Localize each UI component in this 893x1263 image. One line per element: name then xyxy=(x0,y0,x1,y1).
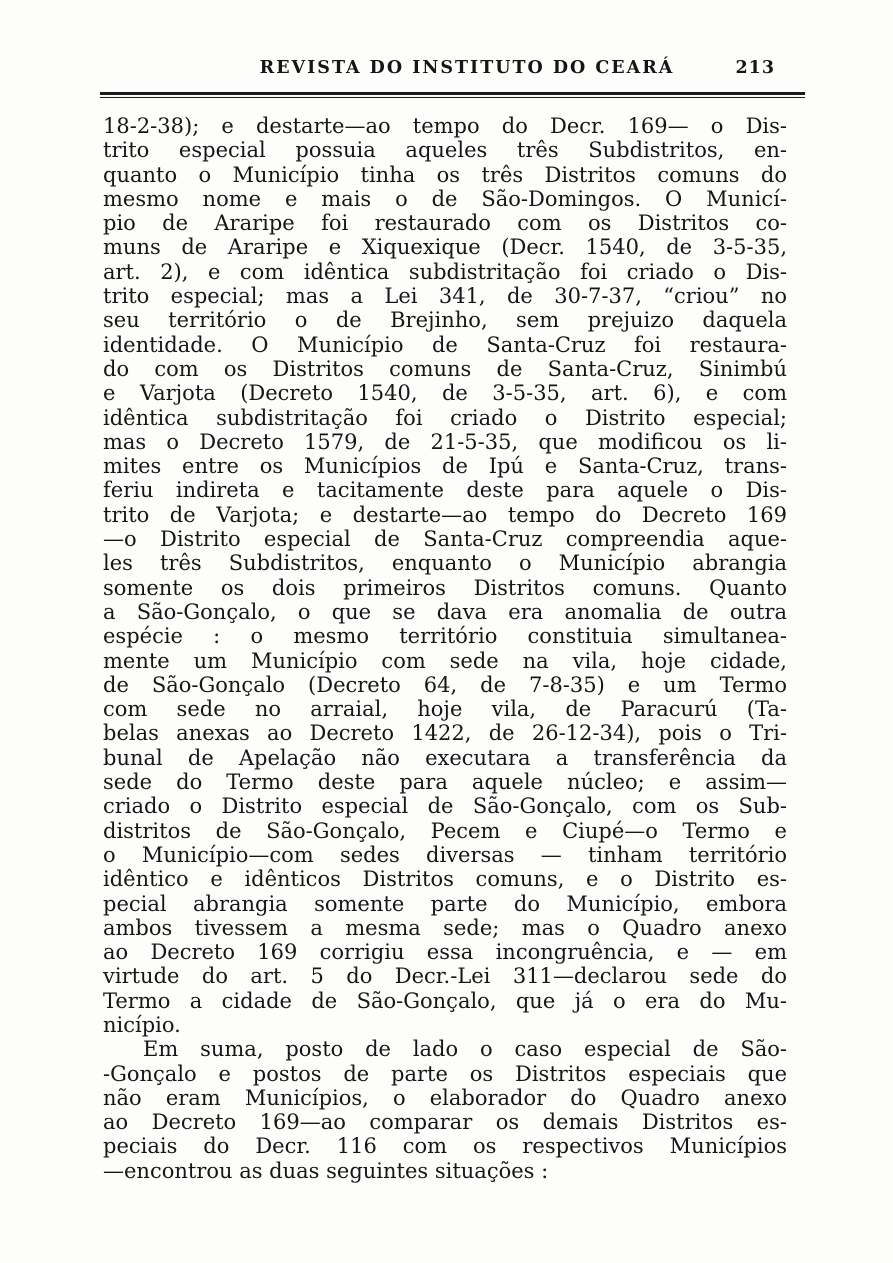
text-line: somente os dois primeiros Distritos comuns. Quanto xyxy=(103,575,787,600)
text-line: mites entre os Municípios de Ipú e Santa-Cruz, trans- xyxy=(103,454,787,479)
text-line: mas o Decreto 1579, de 21-5-35, que modificou os li- xyxy=(103,429,787,454)
text-line: seu território o de Brejinho, sem prejuizo daquela xyxy=(103,308,787,333)
header-rule xyxy=(100,92,805,98)
running-title: REVISTA DO INSTITUTO DO CEARÁ xyxy=(259,58,675,78)
page-number: 213 xyxy=(735,58,775,78)
text-line: criado o Distrito especial de São-Gonçalo, com os Sub- xyxy=(103,794,787,819)
text-line: e Varjota (Decreto 1540, de 3-5-35, art. 6), e com xyxy=(103,381,787,406)
text-line: a São-Gonçalo, o que se dava era anomalia de outra xyxy=(103,599,787,624)
text-line: quanto o Município tinha os três Distritos comuns do xyxy=(103,162,787,187)
text-line: distritos de São-Gonçalo, Pecem e Ciupé—o Termo e xyxy=(103,818,787,843)
text-line: —o Distrito especial de Santa-Cruz compreendia aque- xyxy=(103,527,787,552)
text-line: sede do Termo deste para aquele núcleo; e assim— xyxy=(103,770,787,795)
text-line: o Município—com sedes diversas — tinham território xyxy=(103,842,787,867)
text-line: trito especial; mas a Lei 341, de 30-7-37, “criou” no xyxy=(103,284,787,309)
text-line: nicípio. xyxy=(103,1012,181,1037)
text-line: peciais do Decr. 116 com os respectivos Municípios xyxy=(103,1134,787,1159)
text-line: pecial abrangia somente parte do Município, embora xyxy=(103,891,787,916)
text-line: com sede no arraial, hoje vila, de Paracurú (Ta- xyxy=(103,697,787,722)
text-line: identidade. O Município de Santa-Cruz foi restaura- xyxy=(103,332,787,357)
text-line: ao Decreto 169—ao comparar os demais Distritos es- xyxy=(103,1110,787,1135)
text-line: do com os Distritos comuns de Santa-Cruz, Sinimbú xyxy=(103,356,787,381)
text-line: art. 2), e com idêntica subdistritação foi criado o Dis- xyxy=(103,259,787,284)
text-line: espécie : o mesmo território constituia simultanea- xyxy=(103,624,787,649)
text-line: de São-Gonçalo (Decreto 64, de 7-8-35) e um Termo xyxy=(103,672,787,697)
text-line: trito de Varjota; e destarte—ao tempo do Decreto 169 xyxy=(103,502,787,527)
text-line: 18-2-38); e destarte—ao tempo do Decr. 169— o Dis- xyxy=(103,114,787,138)
text-line: feriu indireta e tacitamente deste para aquele o Dis- xyxy=(103,478,787,503)
text-line: Em suma, posto de lado o caso especial de São- xyxy=(143,1037,787,1062)
text-line: Termo a cidade de São-Gonçalo, que já o era do Mu- xyxy=(103,988,787,1013)
text-line: mente um Município com sede na vila, hoje cidade, xyxy=(103,648,787,673)
text-line: idêntica subdistritação foi criado o Distrito especial; xyxy=(103,405,787,430)
text-line: bunal de Apelação não executara a transferência da xyxy=(103,745,787,770)
text-line: pio de Araripe foi restaurado com os Distritos co- xyxy=(103,211,787,236)
text-line: -Gonçalo e postos de parte os Distritos especiais que xyxy=(103,1061,787,1086)
page-body xyxy=(103,114,787,1183)
text-line: —encontrou as duas seguintes situações : xyxy=(103,1158,549,1183)
text-line: virtude do art. 5 do Decr.-Lei 311—declarou sede do xyxy=(103,964,787,989)
text-line: ao Decreto 169 corrigiu essa incongruência, e — em xyxy=(103,940,787,965)
text-line: mesmo nome e mais o de São-Domingos. O Municí- xyxy=(103,186,787,211)
text-line: ambos tivessem a mesma sede; mas o Quadro anexo xyxy=(103,915,787,940)
text-line: belas anexas ao Decreto 1422, de 26-12-34), pois o Tri- xyxy=(103,721,787,746)
text-line: idêntico e idênticos Distritos comuns, e o Distrito es- xyxy=(103,867,787,892)
text-line: muns de Araripe e Xiquexique (Decr. 1540, de 3-5-35, xyxy=(103,235,787,260)
text-line: não eram Municípios, o elaborador do Quadro anexo xyxy=(103,1085,787,1110)
page-header xyxy=(103,58,787,84)
text-line: les três Subdistritos, enquanto o Município abrangia xyxy=(103,551,787,576)
text-line: trito especial possuia aqueles três Subdistritos, en- xyxy=(103,138,787,163)
